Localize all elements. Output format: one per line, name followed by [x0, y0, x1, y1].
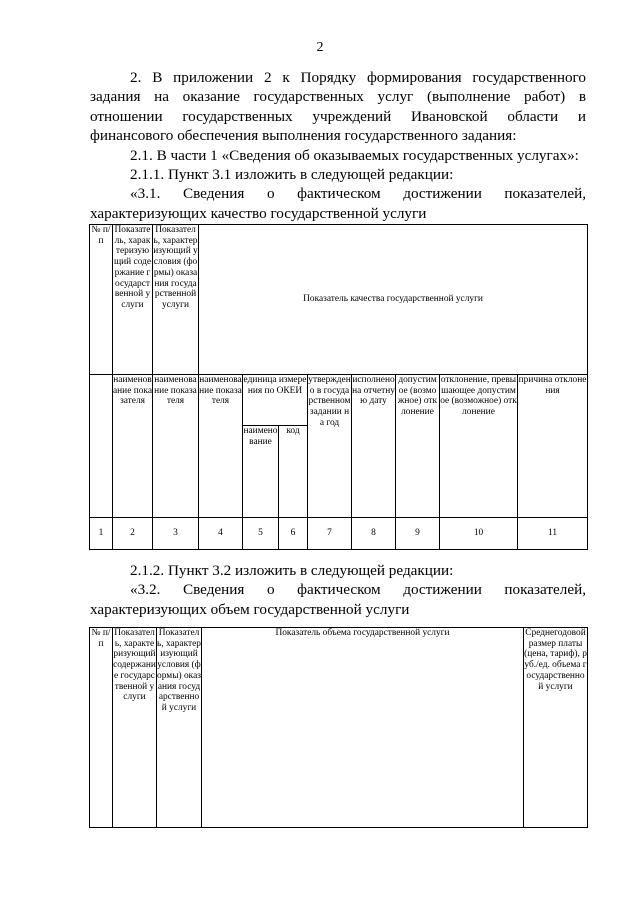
col-num-8: 8 [352, 518, 396, 550]
col-content-header: Показатель, характеризующий содержание государственной услуги [113, 225, 153, 375]
col-num-3: 3 [153, 518, 199, 550]
col-num-10: 10 [440, 518, 518, 550]
sub-allowed: допустимое (возможное) отклонение [396, 375, 440, 518]
sub-executed: исполнено на отчетную дату [352, 375, 396, 518]
paragraph-5: 2.1.2. Пункт 3.2 изложить в следующей редакции: [130, 562, 454, 579]
t2-col-conditions-header: Показатель, характеризующий условия (формы) оказания государственной услуги [157, 628, 202, 828]
t2-col-number-header: № п/п [90, 628, 113, 828]
col-num-2: 2 [113, 518, 153, 550]
section-3-2-text [90, 561, 586, 619]
col-conditions-header: Показатель, характеризующий условия (формы) оказания государственной услуги [153, 225, 199, 375]
col-num-4: 4 [199, 518, 243, 550]
quality-table [89, 224, 588, 550]
t2-col-fee-header: Среднегодовой размер платы (цена, тариф), руб./ед. объема государственной услуги [524, 628, 588, 828]
sub-approved: утверждено в государственном задании на год [308, 375, 352, 518]
col-num-11: 11 [518, 518, 588, 550]
col-quality-header: Показатель качества государственной услуги [199, 225, 588, 375]
sub-deviation: отклонение, превышающее допустимое (возможное) отклонение [440, 375, 518, 518]
col-number-header: № п/п [90, 225, 113, 375]
paragraph-1: 2. В приложении 2 к Порядку формирования государственного задания на оказание государственных услуг (выполнение работ) в отношении государственных учреждений Ивановской области и финансового обеспечения выполнения государственного задания: [90, 69, 586, 145]
col-num-6: 6 [279, 518, 308, 550]
paragraph-3: 2.1.1. Пункт 3.1 изложить в следующей редакции: [130, 166, 454, 184]
page-number: 2 [316, 40, 324, 55]
paragraph-2: 2.1. В части 1 «Сведения об оказываемых государственных услугах»: [130, 146, 579, 164]
col-num-5: 5 [243, 518, 279, 550]
sub-indicator-name: наименование показателя [199, 375, 243, 518]
paragraph-6: «3.2. Сведения о фактическом достижении показателей, характеризующих объем государственной услуги [90, 581, 586, 618]
sub-unit-name: наименование [243, 426, 279, 518]
sub-content-name: наименование показателя [113, 375, 153, 518]
table1-empty-cell [90, 375, 113, 518]
paragraph-4: «3.1. Сведения о фактическом достижении показателей, характеризующих качество государственной услуги [90, 185, 586, 222]
col-num-9: 9 [396, 518, 440, 550]
intro-text [90, 68, 586, 223]
volume-table [89, 627, 588, 828]
sub-unit: единица измерения по ОКЕИ [243, 375, 308, 426]
t2-col-volume-header: Показатель объема государственной услуги [202, 628, 524, 828]
col-num-7: 7 [308, 518, 352, 550]
t2-col-content-header: Показатель, характеризующий содержание государственной услуги [113, 628, 157, 828]
sub-conditions-name: наименование показателя [153, 375, 199, 518]
sub-unit-code: код [279, 426, 308, 518]
col-num-1: 1 [90, 518, 113, 550]
sub-reason: причина отклонения [518, 375, 588, 518]
